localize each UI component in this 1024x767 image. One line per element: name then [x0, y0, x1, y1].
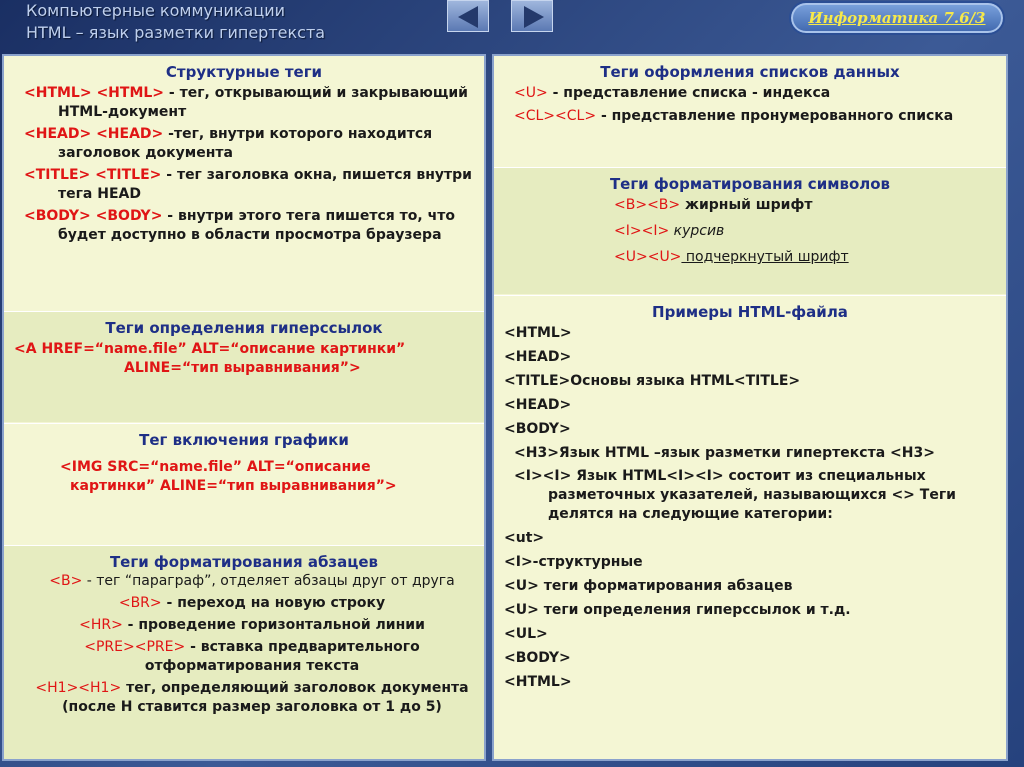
tag-description: -тег, внутри которого находится заголовок документа [58, 126, 433, 161]
example-line: <UL> [504, 626, 548, 642]
tag-description: - проведение горизонтальной линии [122, 617, 425, 633]
list-item [614, 196, 998, 215]
tag-code: <H1><H1> [35, 680, 122, 696]
example-line: <H3>Язык HTML –язык разметки гипертекста <H3> [514, 445, 935, 461]
tag-code: <U> [514, 85, 548, 101]
example-line: <BODY> [504, 650, 571, 666]
tag-description: жирный шрифт [680, 197, 813, 213]
header-title-line1: Компьютерные коммуникации [26, 1, 285, 20]
left-column [2, 54, 486, 761]
section-title: Теги форматирования символов [609, 175, 891, 193]
tag-description: курсив [669, 223, 725, 239]
section-title: Примеры HTML-файла [652, 303, 848, 321]
tag-description: - переход на новую строку [161, 595, 386, 611]
prev-slide-button[interactable] [447, 0, 489, 32]
tag-description: подчеркнутый шрифт [681, 249, 849, 265]
example-line: <HEAD> [504, 349, 572, 365]
tag-code: <B> [49, 573, 83, 589]
section-char-format-tags [494, 167, 1006, 294]
section-graphics-tag [4, 423, 484, 544]
section-paragraph-tags [4, 545, 484, 759]
list-item [28, 679, 476, 717]
section-title: Теги форматирования абзацев [109, 553, 379, 571]
next-slide-button[interactable] [511, 0, 553, 32]
section-title: Структурные теги [165, 63, 323, 81]
section-title: Тег включения графики [139, 431, 349, 449]
section-structural-tags [4, 56, 484, 310]
header-title-line2: HTML – язык разметки гипертекста [26, 23, 326, 42]
tag-description: - внутри этого тега пишется то, что будет доступно в области просмотра браузера [58, 208, 455, 243]
example-line: <I><I> Язык HTML<I><I> состоит из специальных разметочных указателей, называющихся <> Теги делятся на следующие категории: [514, 468, 956, 522]
example-line: <U> теги форматирования абзацев [504, 578, 793, 594]
example-line: <HEAD> [504, 397, 572, 413]
graphics-tag-line1: <IMG SRC=“name.file” ALT=“описание [60, 459, 371, 475]
hyperlink-tag-line2: ALINE=“тип выравнивания”> [124, 360, 361, 376]
list-item [614, 248, 998, 267]
example-line: <HTML> [504, 325, 572, 341]
tag-code: <BR> [118, 595, 162, 611]
tag-description: - тег заголовка окна, пишется внутри тега HEAD [58, 167, 472, 202]
example-line: <ut> [504, 530, 545, 546]
list-item [14, 125, 478, 163]
tag-description: - представление пронумерованного списка [596, 108, 954, 124]
right-column [492, 54, 1008, 761]
course-badge[interactable]: Информатика 7.6/3 [789, 1, 1005, 35]
list-item [504, 107, 998, 126]
triangle-right-icon [512, 1, 554, 33]
example-line: <I>-структурные [504, 554, 643, 570]
tag-code: <HR> [79, 617, 123, 633]
tag-description: - вставка предварительного отформатирования текста [144, 639, 420, 674]
tag-code: <CL><CL> [514, 108, 597, 124]
list-item [14, 207, 478, 245]
section-hyperlink-tags [4, 311, 484, 422]
tag-code: <HTML> <HTML> [24, 85, 165, 101]
tag-description: - представление списка - индекса [547, 85, 831, 101]
example-line: <HTML> [504, 674, 572, 690]
example-line: <TITLE>Основы языка HTML<TITLE> [504, 373, 801, 389]
list-item [614, 222, 998, 241]
tag-code: <BODY> <BODY> [24, 208, 163, 224]
list-item [28, 594, 476, 613]
tag-description: - тег “параграф”, отделяет абзацы друг от друга [82, 573, 455, 589]
tag-code: <TITLE> <TITLE> [24, 167, 162, 183]
list-item [28, 572, 476, 591]
example-line: <U> теги определения гиперссылок и т.д. [504, 602, 851, 618]
tag-code: <HEAD> <HEAD> [24, 126, 164, 142]
list-item [14, 166, 478, 204]
tag-description: тег, определяющий заголовок документа (после Н ставится размер заголовка от 1 до 5) [62, 680, 469, 715]
header [0, 0, 1024, 52]
graphics-tag-line2: картинки” ALINE=“тип выравнивания”> [70, 478, 397, 494]
list-item [504, 84, 998, 103]
example-line: <BODY> [504, 421, 571, 437]
tag-description: - тег, открывающий и закрывающий HTML-документ [58, 85, 468, 120]
list-item [28, 638, 476, 676]
section-list-tags [494, 56, 1006, 166]
tag-code: <U><U> [614, 249, 682, 265]
tag-code: <B><B> [614, 197, 681, 213]
list-item [14, 84, 478, 122]
section-title: Теги определения гиперссылок [105, 319, 383, 337]
tag-code: <I><I> [614, 223, 670, 239]
triangle-left-icon [448, 1, 490, 33]
tag-code: <PRE><PRE> [84, 639, 186, 655]
section-html-example [494, 295, 1006, 759]
section-title: Теги оформления списков данных [600, 63, 900, 81]
list-item [28, 616, 476, 635]
hyperlink-tag-line1: <A HREF=“name.file” ALT=“описание картинки” [14, 341, 406, 357]
